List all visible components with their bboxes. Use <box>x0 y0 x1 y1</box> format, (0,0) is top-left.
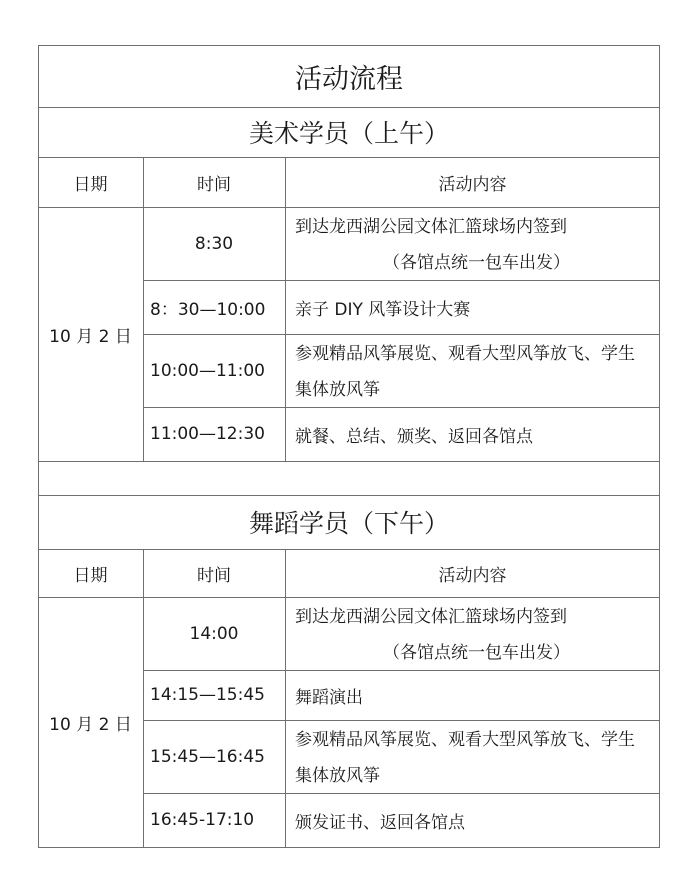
date-cell: 10 月 2 日 <box>49 326 132 347</box>
activity-cell: 舞蹈演出 <box>295 687 363 708</box>
time-cell: 14:00 <box>189 623 239 644</box>
activity-line: 参观精品风筝展览、观看大型风筝放飞、学生 <box>295 730 635 750</box>
activity-cell <box>295 209 657 280</box>
activity-line: 集体放风筝 <box>295 766 380 786</box>
activity-line: 到达龙西湖公园文体汇篮球场内签到 <box>295 217 567 237</box>
schedule-table <box>38 45 660 848</box>
session-title: 舞蹈学员（下午） <box>248 509 449 538</box>
activity-line: 集体放风筝 <box>295 380 380 400</box>
activity-cell <box>295 722 657 793</box>
column-header-time: 时间 <box>197 565 231 586</box>
activity-line: 到达龙西湖公园文体汇篮球场内签到 <box>295 607 567 627</box>
activity-line: 参观精品风筝展览、观看大型风筝放飞、学生 <box>295 344 635 364</box>
activity-cell: 亲子 DIY 风筝设计大赛 <box>295 299 471 320</box>
column-header-date: 日期 <box>73 565 108 586</box>
activity-line: （各馆点统一包车出发） <box>383 643 570 663</box>
activity-cell: 就餐、总结、颁奖、返回各馆点 <box>295 426 533 447</box>
column-header-date: 日期 <box>73 174 108 195</box>
activity-cell <box>295 336 657 407</box>
column-header-activity: 活动内容 <box>438 565 507 586</box>
time-cell: 16:45-17:10 <box>150 810 255 830</box>
activity-cell <box>295 599 657 670</box>
activity-line: （各馆点统一包车出发） <box>383 253 570 273</box>
column-header-time: 时间 <box>197 174 231 195</box>
time-cell: 14:15—15:45 <box>150 685 265 705</box>
time-cell: 8:30 <box>194 233 234 254</box>
session-title: 美术学员（上午） <box>248 119 449 148</box>
time-cell: 11:00—12:30 <box>150 424 265 444</box>
time-cell: 15:45—16:45 <box>150 746 265 767</box>
time-cell: 10:00—11:00 <box>150 360 265 381</box>
date-cell: 10 月 2 日 <box>49 715 132 735</box>
activity-cell: 颁发证书、返回各馆点 <box>295 812 465 833</box>
time-cell: 8：30—10:00 <box>150 299 266 320</box>
page-title: 活动流程 <box>295 63 403 95</box>
column-header-activity: 活动内容 <box>438 174 507 195</box>
